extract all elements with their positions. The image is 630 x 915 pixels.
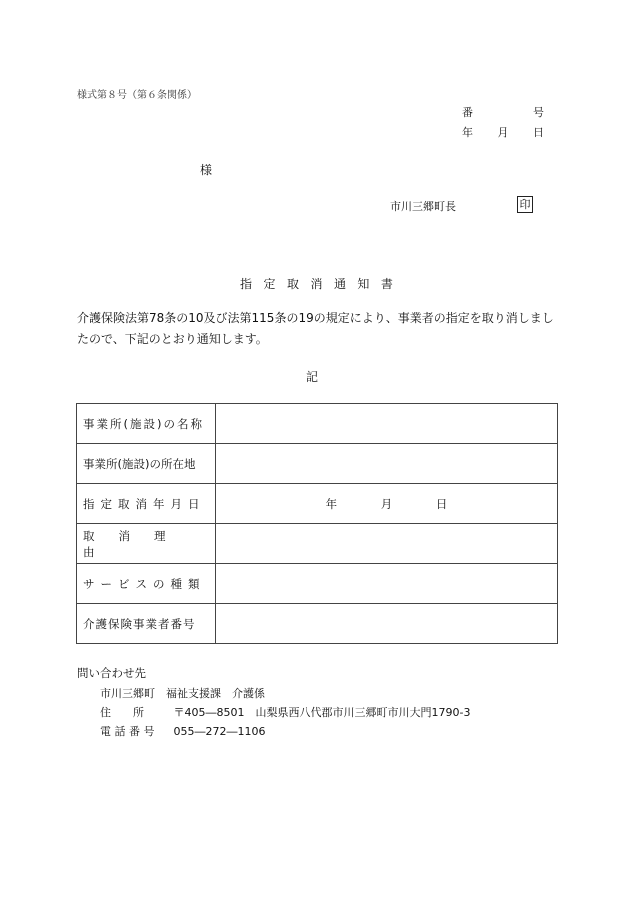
contact-department: 市川三郷町 福祉支援課 介護係 [100,687,265,700]
table-row [77,604,558,644]
title-char: 定 [263,277,276,291]
document-number-line [462,104,544,120]
addressee-suffix: 様 [200,163,213,177]
number-label: 番 [462,106,473,119]
facility-name-cell [216,404,558,444]
address-value: 〒405―8501 山梨県西八代郡市川三郷町市川大門1790-3 [173,706,471,719]
table-label: サービスの種類 [77,564,216,604]
date-year-label: 年 [462,126,473,139]
notice-body: 介護保険法第78条の10及び法第115条の19の規定により、事業者の指定を取り消しましたので、下記のとおり通知します。 [77,311,554,346]
table-row [77,404,558,444]
document-title [240,275,393,292]
date-day-label: 日 [435,496,448,511]
title-char: 書 [380,277,393,291]
contact-phone-row [100,723,266,739]
date-year-label: 年 [325,496,338,511]
form-number: 様式第８号（第６条関係） [77,90,197,101]
table-row [77,524,558,564]
date-month-label: 月 [380,496,393,511]
table-label: 介護保険事業者番号 [77,604,216,644]
issuer-name: 市川三郷町長 [390,200,456,213]
table-label: 事業所(施設)の所在地 [77,444,216,484]
details-table [76,403,558,644]
title-char: 知 [357,277,370,291]
table-label: 事業所(施設)の名称 [77,404,216,444]
facility-address-cell [216,444,558,484]
phone-value: 055―272―1106 [173,725,266,738]
contact-address-row [100,704,470,720]
table-row [77,444,558,484]
date-day-label: 日 [533,126,544,139]
title-char: 取 [286,277,299,291]
date-month-label: 月 [497,126,509,139]
reason-cell [216,524,558,564]
address-label: 住 所 [100,706,144,719]
seal-stamp: 印 [517,196,533,213]
title-char: 通 [333,277,346,291]
contact-heading: 問い合わせ先 [77,666,146,680]
provider-number-cell [216,604,558,644]
service-type-cell [216,564,558,604]
table-label: 取消理由 [77,524,216,564]
table-row [77,484,558,524]
title-char: 指 [240,277,253,291]
title-char: 消 [310,277,323,291]
cancellation-date-cell [216,484,558,524]
table-label: 指定取消年月日 [77,484,216,524]
table-row [77,564,558,604]
phone-label: 電 話 番 号 [100,725,155,738]
document-date-line [462,124,544,140]
ki-marker: 記 [306,370,319,384]
number-suffix: 号 [533,106,544,119]
